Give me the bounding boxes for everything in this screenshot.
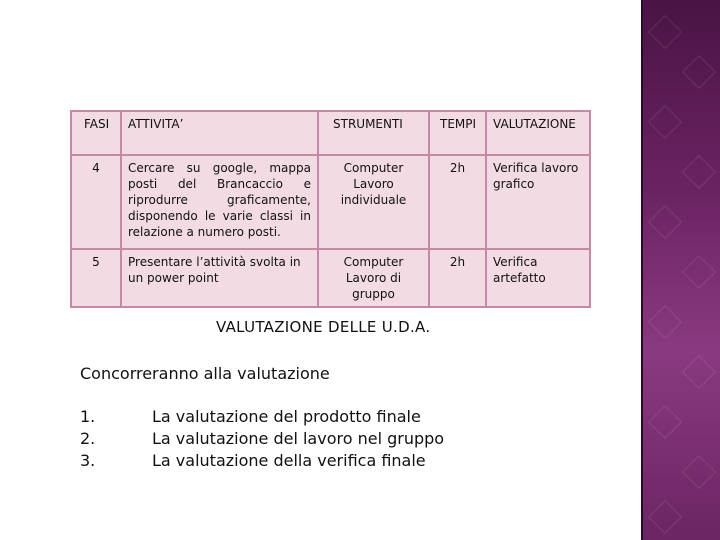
cell-fase: 5 — [71, 249, 121, 307]
pattern-diamond — [682, 455, 716, 489]
cell-valutazione: Verifica artefatto — [486, 249, 590, 307]
header-fasi: FASI — [71, 111, 121, 155]
cell-attivita: Presentare l’attività svolta in un power point — [121, 249, 318, 307]
pattern-diamond — [648, 405, 682, 439]
list-item — [80, 428, 444, 450]
header-valutazione: VALUTAZIONE — [486, 111, 590, 155]
cell-attivita: Cercare su google, mappa posti del Brancaccio e riprodurre graficamente, disponendo le varie classi in relazione a numero posti. — [121, 155, 318, 249]
cell-strumenti: Computer Lavoro individuale — [318, 155, 429, 249]
pattern-diamond — [682, 155, 716, 189]
list-item — [80, 450, 444, 472]
header-strumenti: STRUMENTI — [318, 111, 429, 155]
pattern-diamond — [648, 500, 682, 534]
list-item-text: La valutazione del prodotto finale — [152, 407, 421, 426]
pattern-diamond — [648, 105, 682, 139]
header-tempi: TEMPI — [429, 111, 486, 155]
pattern-diamond — [682, 355, 716, 389]
list-item-number: 3. — [80, 451, 96, 470]
list-item-number: 1. — [80, 407, 96, 426]
cell-strumenti: Computer Lavoro di gruppo — [318, 249, 429, 307]
evaluation-intro: Concorreranno alla valutazione — [80, 364, 330, 383]
table-row — [71, 155, 590, 249]
phases-table — [70, 110, 591, 308]
pattern-diamond — [682, 255, 716, 289]
pattern-diamond — [648, 15, 682, 49]
list-item-number: 2. — [80, 429, 96, 448]
header-attivita: ATTIVITA’ — [121, 111, 318, 155]
list-item-text: La valutazione della verifica finale — [152, 451, 426, 470]
table-header-row — [71, 111, 590, 155]
list-item-text: La valutazione del lavoro nel gruppo — [152, 429, 445, 448]
pattern-diamond — [648, 205, 682, 239]
decorative-side-panel — [641, 0, 720, 540]
cell-fase: 4 — [71, 155, 121, 249]
section-title: VALUTAZIONE DELLE U.D.A. — [216, 318, 431, 336]
pattern-diamond — [648, 305, 682, 339]
cell-valutazione: Verifica lavoro grafico — [486, 155, 590, 249]
criteria-list — [80, 406, 444, 472]
pattern-diamond — [682, 55, 716, 89]
cell-tempi: 2h — [429, 249, 486, 307]
table-row — [71, 249, 590, 307]
cell-tempi: 2h — [429, 155, 486, 249]
list-item — [80, 406, 444, 428]
